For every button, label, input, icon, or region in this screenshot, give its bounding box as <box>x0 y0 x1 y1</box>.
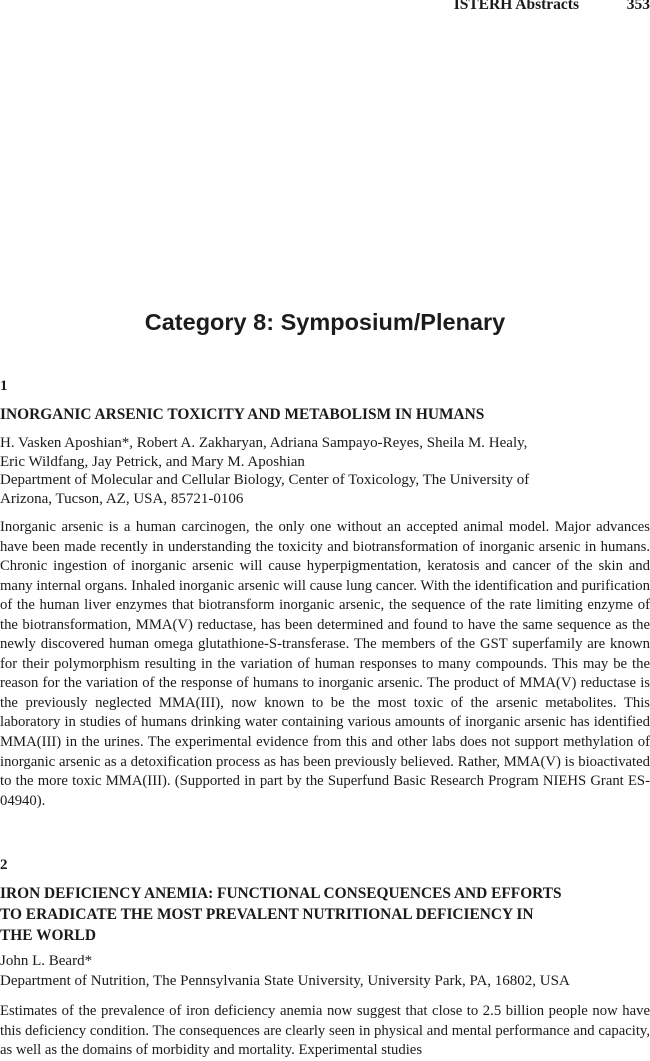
abstract-authors <box>0 952 92 971</box>
author-line: H. Vasken Aposhian*, Robert A. Zakharyan, Adriana Sampayo-Reyes, Sheila M. Healy, <box>0 435 528 451</box>
abstract-title <box>0 883 562 946</box>
author-line: Eric Wildfang, Jay Petrick, and Mary M. Aposhian <box>0 454 305 470</box>
abstract-title-line: IRON DEFICIENCY ANEMIA: FUNCTIONAL CONSEQUENCES AND EFFORTS <box>0 885 562 902</box>
page-number: 353 <box>626 0 650 13</box>
affiliation-line: Department of Molecular and Cellular Biology, Center of Toxicology, The University of <box>0 472 530 488</box>
abstract-affiliation <box>0 471 529 509</box>
abstract-title-line: TO ERADICATE THE MOST PREVALENT NUTRITIONAL DEFICIENCY IN <box>0 906 534 923</box>
abstract-number: 1 <box>0 378 8 394</box>
abstract-number: 2 <box>0 857 8 873</box>
abstract-title-line: INORGANIC ARSENIC TOXICITY AND METABOLISM IN HUMANS <box>0 406 485 423</box>
author-line: John L. Beard* <box>0 953 93 969</box>
affiliation-line: Department of Nutrition, The Pennsylvania State University, University Park, PA, 16802, USA <box>0 973 570 989</box>
abstract-affiliation <box>0 972 570 991</box>
abstract-authors <box>0 434 527 472</box>
abstract-title-line: THE WORLD <box>0 927 96 944</box>
category-heading: Category 8: Symposium/Plenary <box>144 309 506 335</box>
abstract-title <box>0 404 484 425</box>
journal-title: ISTERH Abstracts <box>453 0 579 13</box>
abstract-body: Estimates of the prevalence of iron deficiency anemia now suggest that close to 2.5 billion people now have this deficiency condition. The consequences are clearly seen in physical and mental performance and capacity, as well as the domains of morbidity and mortality. Experimental studies <box>0 1003 650 1059</box>
affiliation-line: Arizona, Tucson, AZ, USA, 85721-0106 <box>0 491 244 507</box>
abstract-body: Inorganic arsenic is a human carcinogen, the only one without an accepted animal model. Major advances have been made recently in understanding the toxicity and biotransformation of inorganic arsenic in humans. Chronic ingestion of inorganic arsenic will cause hyperpigmentation, keratosis and cancer of the skin and many internal organs. Inhaled inorganic arsenic will cause lung cancer. With the identification and purification of the human liver enzymes that biotransform inorganic arsenic, the sequence of the rate limiting enzyme of the biotransformation, MMA(V) reductase, has been determined and found to have the same sequence as the newly discovered human omega glutathione-S-transferase. The members of the GST superfamily are known for their polymorphism resulting in the variation of human responses to many compounds. This may be the reason for the variation of the response of humans to inorganic arsenic. The product of MMA(V) reductase is the previously neglected MMA(III), now known to be the most toxic of the arsenic metabolites. This laboratory in studies of humans drinking water containing various amounts of inorganic arsenic has identified MMA(III) in the urines. The experimental evidence from this and other labs does not support methylation of inorganic arsenic as a detoxification process as has been previously believed. Rather, MMA(V) is bioactivated to the more toxic MMA(III). (Supported in part by the Superfund Basic Research Program NIEHS Grant ES-04940). <box>0 519 650 809</box>
